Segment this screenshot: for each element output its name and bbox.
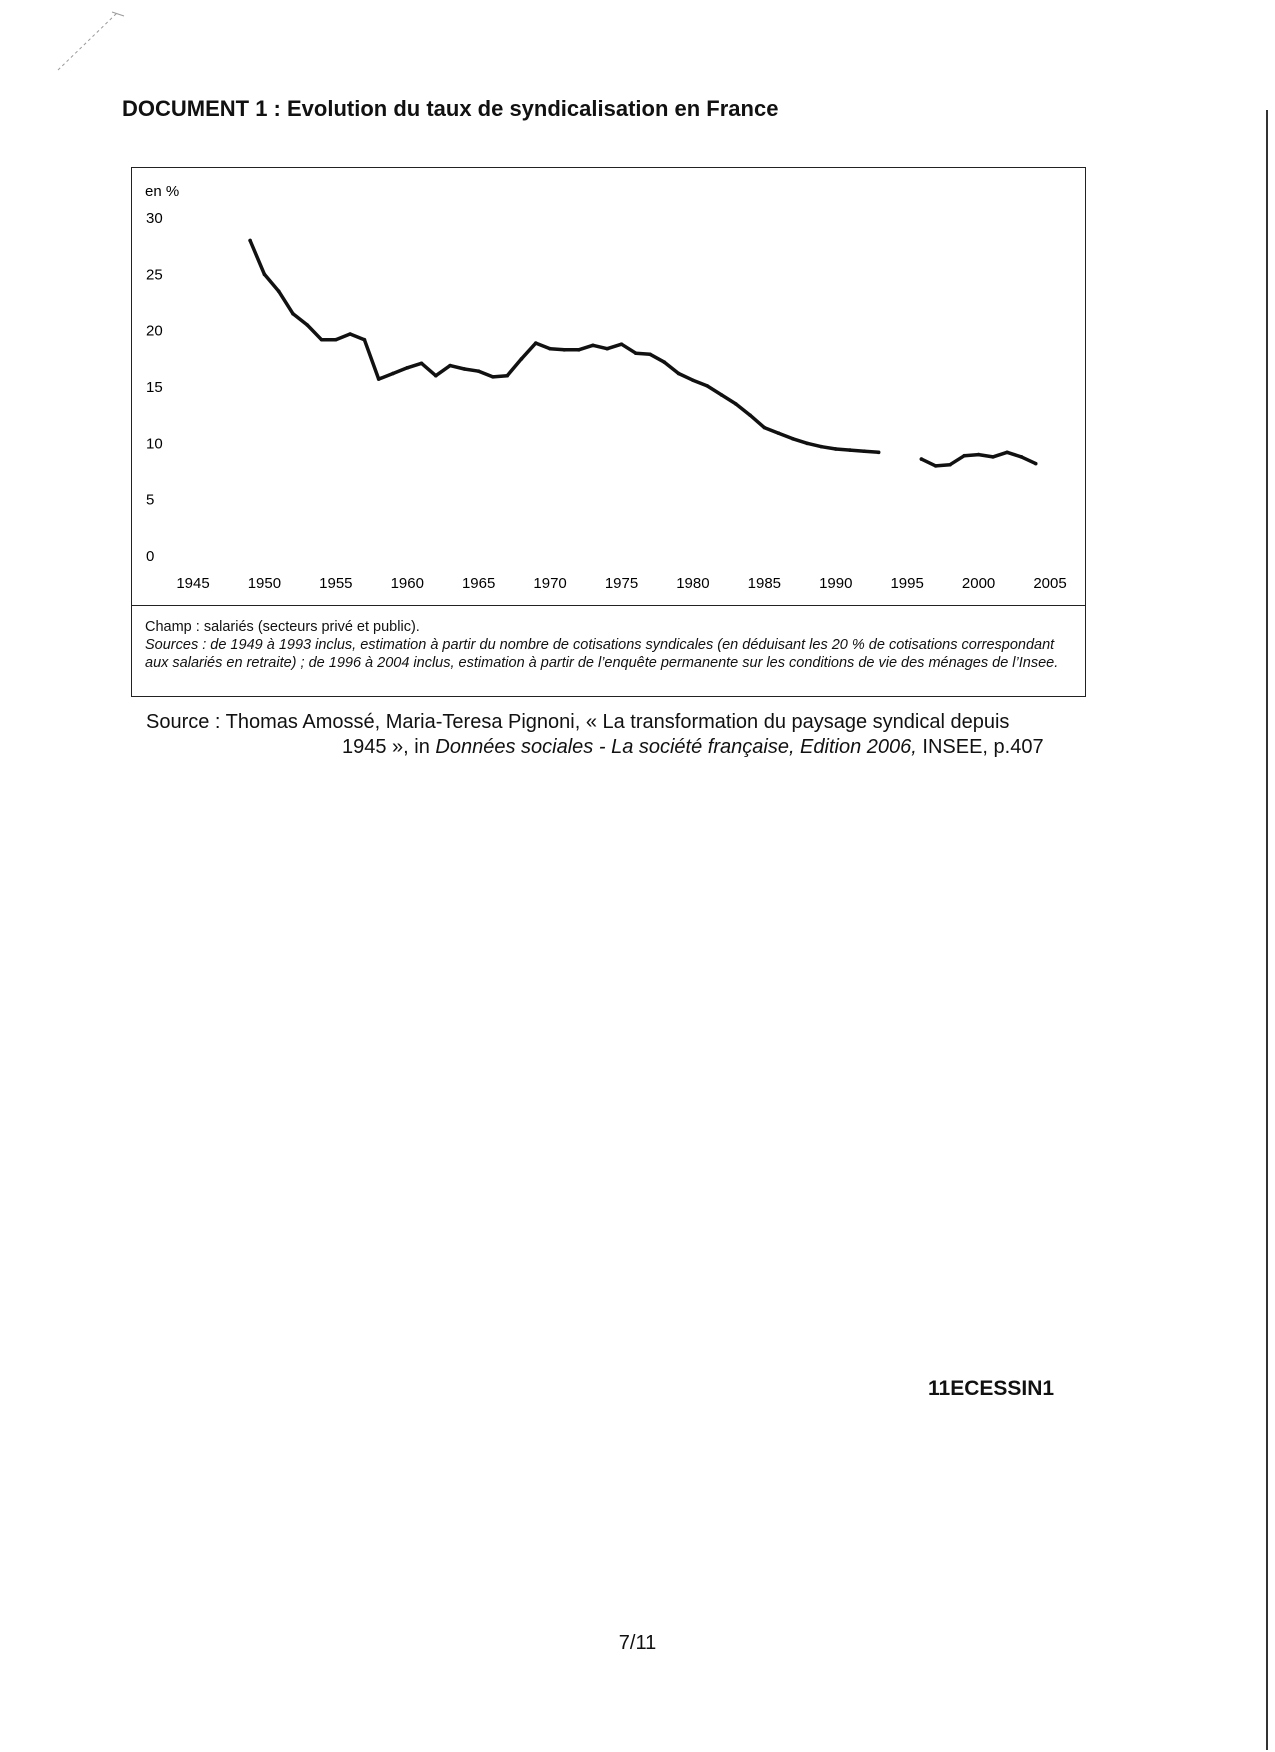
citation-book-title: Données sociales - La société française, Edition 2006,: [435, 736, 917, 758]
notes-champ: Champ : salariés (secteurs privé et public).: [145, 619, 420, 635]
x-tick-label: 2005: [1033, 575, 1067, 592]
x-tick-label: 1975: [604, 575, 639, 592]
y-tick-label: 0: [146, 548, 155, 565]
data-point: [305, 323, 309, 327]
y-tick-label: 25: [146, 266, 163, 284]
data-point: [334, 338, 338, 342]
x-tick-label: 1965: [461, 575, 496, 592]
citation-line-2: [146, 735, 1156, 760]
x-tick-label: 1955: [319, 575, 353, 592]
x-tick-label: 2000: [961, 575, 996, 592]
x-tick-label: 1990: [819, 575, 853, 592]
data-point: [548, 347, 552, 351]
data-point: [477, 369, 481, 373]
data-point: [405, 366, 409, 370]
data-point: [720, 393, 724, 397]
x-tick-label: 1945: [176, 575, 210, 592]
line-chart: [132, 168, 1085, 606]
notes-sources: Sources : de 1949 à 1993 inclus, estimation à partir du nombre de cotisations syndicales (en déduisant les 20 % de cotisations correspondant aux salariés en retraite) ; de 1996 à 2004 inclus, estimation à partir de l’enquête permanente sur les conditions de vie des ménages de l’Insee.: [145, 637, 1059, 671]
data-point: [391, 372, 395, 376]
document-title: DOCUMENT 1 : Evolution du taux de syndicalisation en France: [122, 96, 779, 121]
citation-line2-start: 1945 », in: [342, 736, 436, 758]
citation-prefix: Source : Thomas Amossé, Maria-Teresa Pignoni, « La transformation du paysage syndical depuis: [146, 711, 1010, 733]
y-tick-label: 10: [146, 435, 163, 453]
x-tick-labels: [176, 575, 1066, 592]
scan-mark: [50, 8, 130, 78]
data-point: [505, 374, 509, 378]
data-point: [320, 338, 324, 342]
data-point: [920, 457, 924, 461]
data-point: [363, 338, 367, 342]
y-tick-label: 15: [146, 379, 163, 396]
series-line-1: [250, 241, 879, 453]
y-tick-labels: [146, 210, 163, 565]
data-point: [805, 442, 809, 446]
citation-publisher: INSEE, p.407: [916, 736, 1044, 758]
data-point: [248, 239, 252, 243]
data-point: [705, 384, 709, 388]
x-tick-label: 1985: [747, 575, 782, 592]
y-unit-label: en %: [145, 183, 180, 200]
data-point: [463, 367, 467, 371]
scan-right-edge: [1266, 110, 1268, 1750]
data-point: [277, 289, 281, 293]
data-point: [377, 377, 381, 381]
data-point: [677, 372, 681, 376]
data-point: [863, 449, 867, 453]
x-tick-label: 1995: [890, 575, 924, 592]
data-point: [448, 364, 452, 368]
data-point: [648, 353, 652, 357]
data-point: [791, 437, 795, 441]
data-point: [763, 426, 767, 430]
document-code: 11ECESSIN1: [928, 1377, 1055, 1400]
y-tick-label: 20: [146, 322, 163, 340]
y-tick-label: 30: [146, 210, 163, 227]
data-point: [734, 402, 738, 406]
data-point: [620, 342, 624, 346]
data-point: [605, 347, 609, 351]
data-point: [263, 273, 267, 277]
data-point: [577, 348, 581, 352]
data-point: [834, 447, 838, 451]
data-point: [434, 374, 438, 378]
x-tick-label: 1980: [676, 575, 710, 592]
x-tick-label: 1970: [533, 575, 567, 592]
data-point: [591, 344, 595, 348]
chart-notes: [131, 605, 1086, 672]
data-point: [1020, 455, 1024, 459]
data-point: [1034, 462, 1038, 466]
data-point: [748, 413, 752, 417]
data-point: [691, 378, 695, 382]
data-point: [977, 453, 981, 457]
data-point: [420, 362, 424, 366]
series-lines: [248, 239, 1037, 468]
data-point: [948, 463, 952, 467]
data-point: [820, 445, 824, 449]
data-point: [777, 431, 781, 435]
data-point: [634, 351, 638, 355]
data-point: [520, 357, 524, 361]
source-citation: [146, 710, 1156, 760]
data-point: [1005, 451, 1009, 455]
x-tick-label: 1950: [247, 575, 282, 592]
data-point: [563, 348, 567, 352]
data-point: [877, 451, 881, 455]
data-point: [534, 341, 538, 345]
data-point: [291, 312, 295, 316]
x-tick-label: 1960: [390, 575, 424, 592]
data-point: [663, 360, 667, 364]
data-point: [348, 332, 352, 336]
page-number: 7/11: [618, 1632, 657, 1654]
data-point: [491, 375, 495, 379]
data-point: [934, 464, 938, 468]
data-point: [991, 455, 995, 459]
data-point: [963, 454, 967, 458]
y-tick-label: 5: [146, 491, 155, 509]
data-point: [848, 448, 852, 452]
